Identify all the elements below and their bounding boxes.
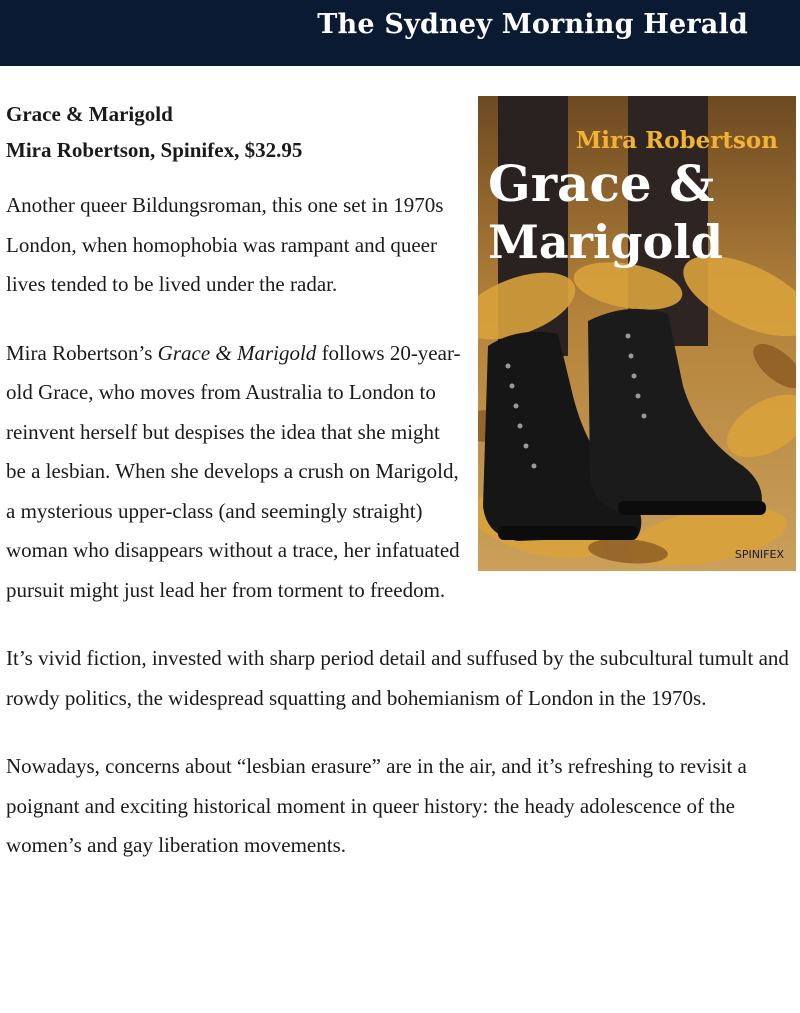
paragraph-2-body: follows 20-year-old Grace, who moves from Australia to London to reinvent herself but despises the idea that she might be a lesbian. When she develops a crush on Marigold, a mysterious upper-class (and seemingly straight) woman who disappears without a trace, her infatuated pursuit might just lead her from torment to freedom. [6, 340, 461, 602]
masthead-logo[interactable]: The Sydney Morning Herald [317, 9, 748, 40]
book-cover-image [478, 96, 796, 571]
paragraph-4: Nowadays, concerns about “lesbian erasure” are in the air, and it’s refreshing to revisit a poignant and exciting historical moment in queer history: the heady adolescence of the women’s and gay liberation movements. [6, 754, 747, 857]
masthead [0, 0, 800, 66]
book-cover-art [478, 96, 796, 571]
cover-title-line2: Marigold [488, 215, 723, 269]
cover-publisher: SPINIFEX [734, 548, 784, 561]
paragraph-2-intro: Mira Robertson’s [6, 340, 158, 365]
article-body [6, 96, 796, 895]
cover-title-line1: Grace & [488, 154, 715, 213]
paragraph-1: Another queer Bildungsroman, this one set in 1970s London, when homophobia was rampant and queer lives tended to be lived under the radar. [6, 193, 444, 296]
cover-author: Mira Robertson [575, 127, 778, 154]
paragraph-3: It’s vivid fiction, invested with sharp period detail and suffused by the subcultural tumult and rowdy politics, the widespread squatting and bohemianism of London in the 1970s. [6, 646, 789, 710]
book-title-italic: Grace & Marigold [157, 340, 317, 365]
book-title: Grace & Marigold [6, 102, 173, 126]
book-credit: Mira Robertson, Spinifex, $32.95 [6, 138, 303, 162]
